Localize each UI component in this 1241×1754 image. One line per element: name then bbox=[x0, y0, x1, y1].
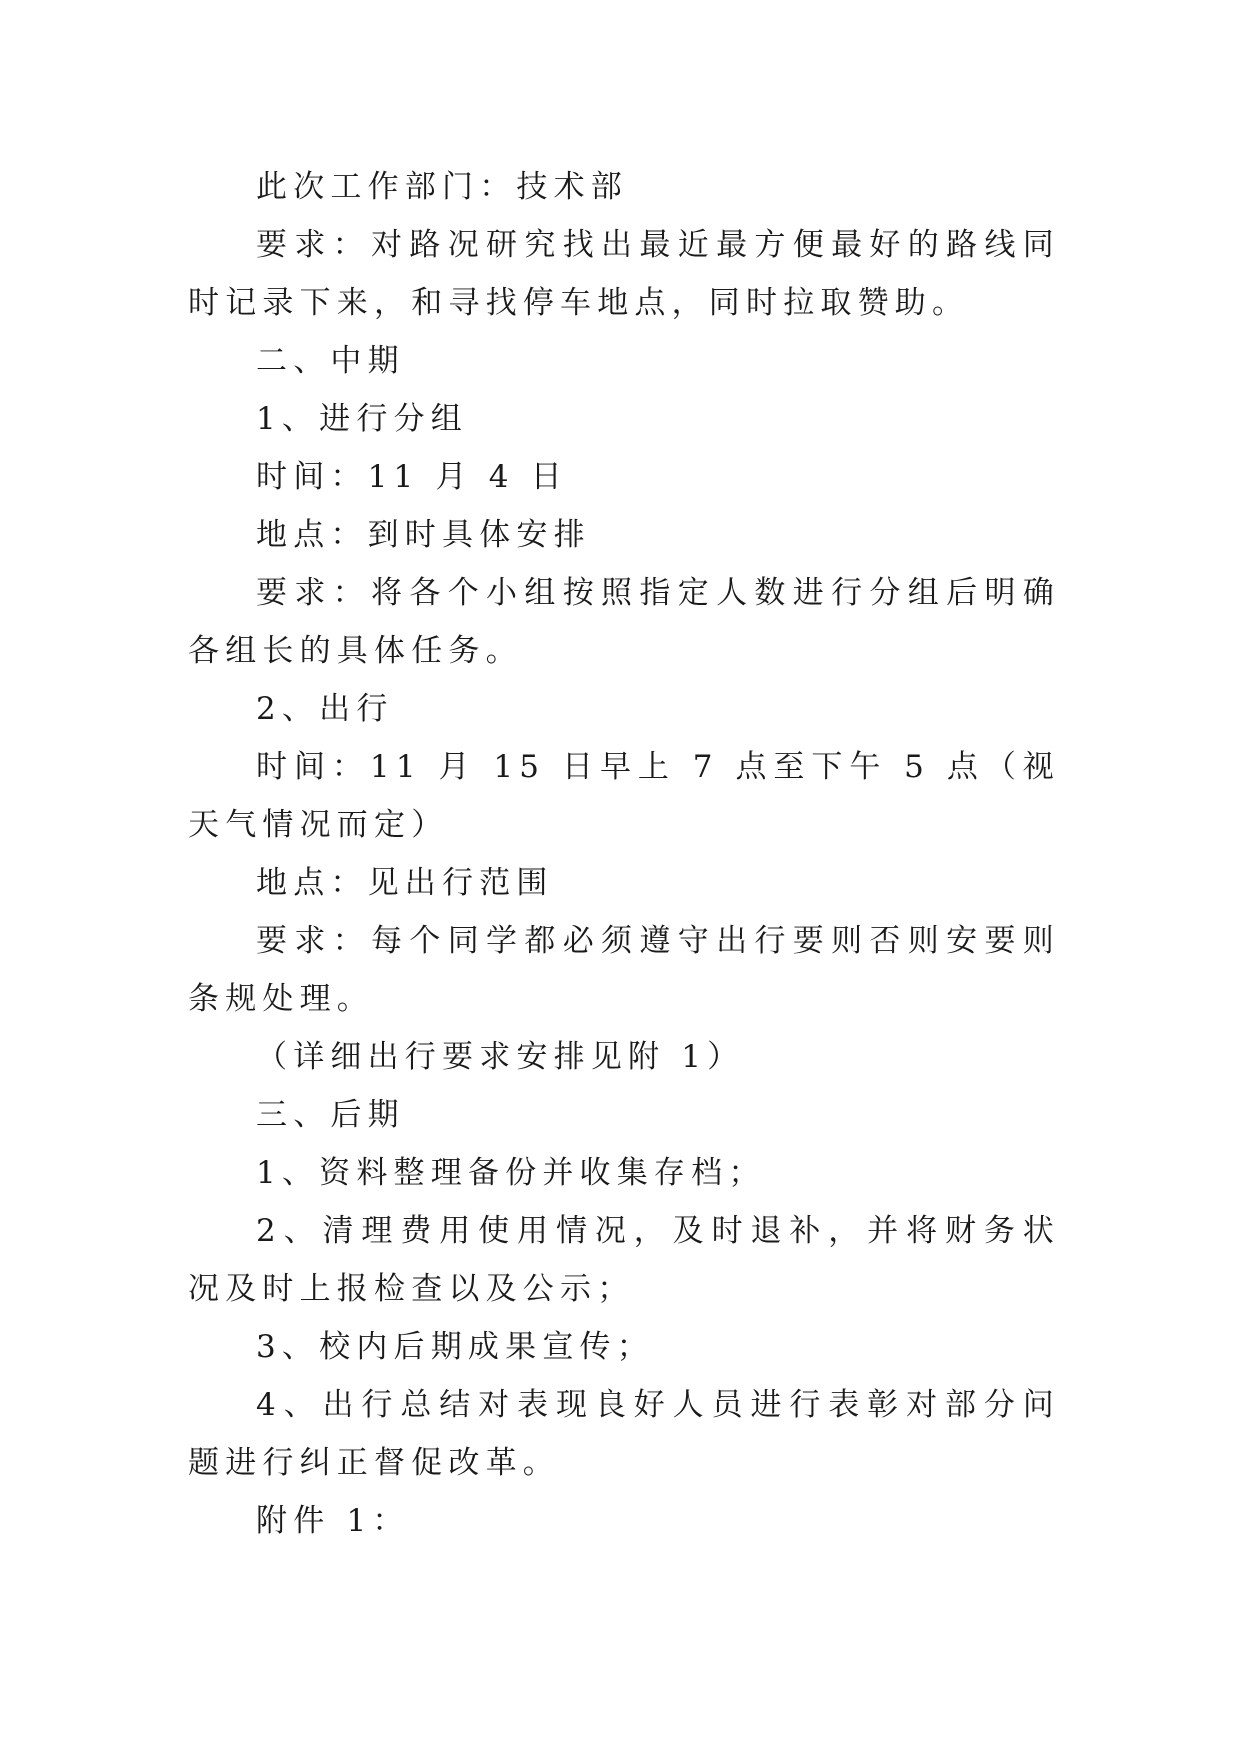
paragraph-grouping-requirement: 要求：将各个小组按照指定人数进行分组后明确各组长的具体任务。 bbox=[188, 575, 1060, 669]
heading-mid-term: 二、中期 bbox=[256, 343, 405, 379]
paragraph-trip-appendix-note: （详细出行要求安排见附 1） bbox=[256, 1039, 745, 1075]
paragraph-trip-place: 地点：见出行范围 bbox=[256, 865, 554, 901]
paragraph-trip-requirement: 要求：每个同学都必须遵守出行要则否则安要则条规处理。 bbox=[188, 923, 1060, 1017]
subheading-trip: 2、出行 bbox=[256, 691, 394, 727]
list-item-publicity: 3、校内后期成果宣传； bbox=[256, 1329, 654, 1365]
heading-late-term: 三、后期 bbox=[256, 1097, 405, 1133]
list-item-expenses: 2、清理费用使用情况，及时退补，并将财务状况及时上报检查以及公示； bbox=[188, 1213, 1060, 1307]
subheading-grouping: 1、进行分组 bbox=[256, 401, 468, 437]
appendix-label: 附件 1： bbox=[256, 1503, 410, 1539]
list-item-archive: 1、资料整理备份并收集存档； bbox=[256, 1155, 766, 1191]
paragraph-grouping-place: 地点：到时具体安排 bbox=[256, 517, 591, 553]
paragraph-grouping-time: 时间：11 月 4 日 bbox=[256, 459, 568, 495]
list-item-summary: 4、出行总结对表现良好人员进行表彰对部分问题进行纠正督促改革。 bbox=[188, 1387, 1060, 1481]
document-body bbox=[188, 158, 1060, 1550]
paragraph-trip-time: 时间：11 月 15 日早上 7 点至下午 5 点（视天气情况而定） bbox=[188, 749, 1060, 843]
paragraph-department: 此次工作部门：技术部 bbox=[256, 169, 628, 205]
paragraph-requirement-route: 要求：对路况研究找出最近最方便最好的路线同时记录下来，和寻找停车地点，同时拉取赞助。 bbox=[188, 227, 1060, 321]
